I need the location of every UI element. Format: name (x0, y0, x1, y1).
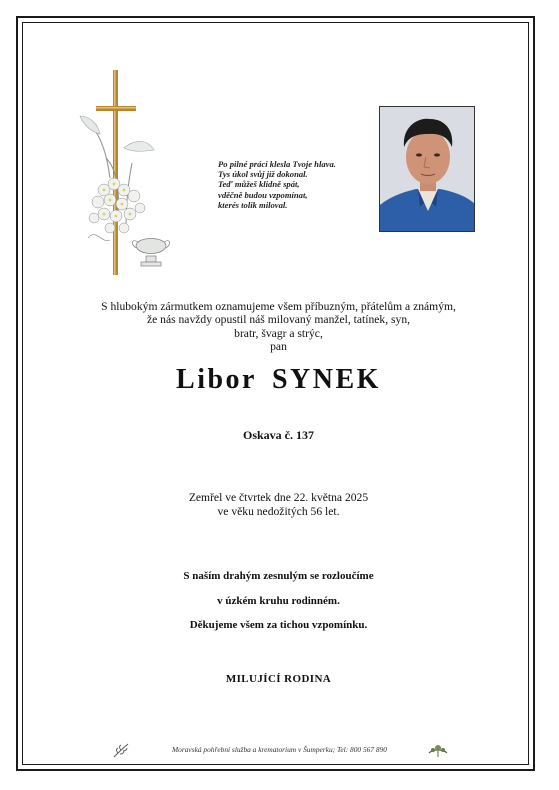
deceased-name: Libor SYNEK (176, 364, 381, 395)
intro-line: bratr, švagr a strýc, (234, 326, 323, 340)
farewell-line: v úzkém kruhu rodinném. (217, 594, 340, 607)
portrait-photo (379, 106, 475, 232)
wheat-icon (110, 741, 132, 759)
farewell-notice (60, 564, 497, 638)
deceased-address: Oskava č. 137 (242, 428, 314, 442)
poem-line: Tys úkol svůj již dokonal. (218, 169, 308, 180)
intro-line: S hlubokým zármutkem oznamujeme všem příbuzným, přátelům a známým, (101, 300, 456, 313)
intro-line: že nás navždy opustil náš milovaný manžel, tatínek, syn, (146, 313, 411, 327)
poem-verse (218, 159, 378, 210)
poem-line: Po pilné práci klesla Tvoje hlava. (218, 159, 336, 169)
poem-line: Teď můžeš klidně spát, (218, 179, 300, 190)
portrait-photo-icon (380, 107, 475, 232)
floral-wreath-icon (427, 741, 449, 759)
footer-text: Moravská pohřební služba a krematorium v Šumperku; Tel: 800 567 890 (172, 745, 387, 754)
poem-line: vděčně budou vzpomínat, (218, 189, 308, 200)
family-signature: MILUJÍCÍ RODINA (225, 673, 332, 685)
death-date-line: Zemřel ve čtvrtek dne 22. května 2025 (188, 491, 369, 504)
death-age-line: ve věku nedožitých 56 let. (217, 504, 340, 518)
announcement-intro (60, 300, 497, 354)
farewell-line: Děkujeme všem za tichou vzpomínku. (189, 619, 368, 631)
funeral-service-footer (110, 741, 449, 759)
cross-with-lilies-icon (76, 68, 176, 280)
farewell-line: S naším drahým zesnulým se rozloučíme (183, 570, 374, 582)
poem-line: kterés tolik miloval. (218, 199, 288, 210)
death-details (60, 491, 497, 518)
intro-line: pan (270, 340, 287, 354)
